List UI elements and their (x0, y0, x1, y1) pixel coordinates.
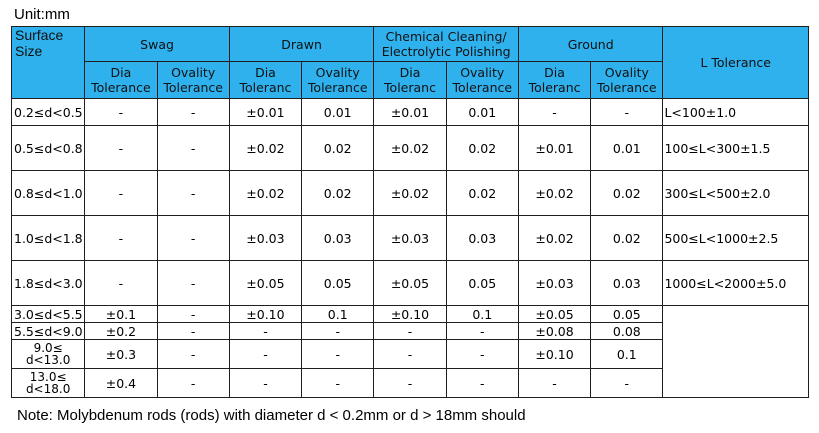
value-cell: ±0.4 (85, 369, 157, 398)
value-cell: 0.02 (591, 216, 663, 261)
value-cell: - (302, 323, 374, 340)
value-cell: - (374, 323, 446, 340)
table-row (12, 261, 809, 306)
value-cell: ±0.10 (229, 306, 301, 323)
value-cell: - (85, 99, 157, 126)
value-cell: - (229, 323, 301, 340)
value-cell: - (85, 261, 157, 306)
size-cell: 9.0≤ d<13.0 (12, 340, 85, 369)
value-cell: - (157, 261, 229, 306)
value-cell: ±0.05 (229, 261, 301, 306)
value-cell: ±0.10 (518, 340, 590, 369)
value-cell: - (157, 306, 229, 323)
value-cell: - (229, 340, 301, 369)
table-row (12, 171, 809, 216)
l-tolerance-empty-cell (663, 306, 809, 398)
chemical-cleaning-header: Chemical Cleaning/ Electrolytic Polishing (374, 27, 519, 62)
value-cell: 0.03 (302, 216, 374, 261)
value-cell: - (85, 216, 157, 261)
size-cell: 0.2≤d<0.5 (12, 99, 85, 126)
value-cell: - (302, 340, 374, 369)
table-row (12, 99, 809, 126)
value-cell: ±0.1 (85, 306, 157, 323)
value-cell: 0.1 (446, 306, 518, 323)
footnote: Note: Molybdenum rods (rods) with diameter d < 0.2mm or d > 18mm should (17, 407, 526, 424)
value-cell: 0.01 (591, 126, 663, 171)
table-row (12, 306, 809, 323)
value-cell: ±0.03 (374, 216, 446, 261)
value-cell: 0.05 (302, 261, 374, 306)
value-cell: - (85, 126, 157, 171)
sub-header-0: Dia Tolerance (85, 62, 157, 99)
value-cell: 0.02 (591, 171, 663, 216)
value-cell: 0.01 (302, 99, 374, 126)
table-row (12, 216, 809, 261)
value-cell: ±0.10 (374, 306, 446, 323)
value-cell: ±0.05 (374, 261, 446, 306)
value-cell: ±0.2 (85, 323, 157, 340)
value-cell: 0.02 (446, 126, 518, 171)
value-cell: - (157, 126, 229, 171)
value-cell: 0.08 (591, 323, 663, 340)
l-tolerance-cell: 300≤L<500±2.0 (663, 171, 809, 216)
size-cell: 0.5≤d<0.8 (12, 126, 85, 171)
value-cell: - (518, 369, 590, 398)
value-cell: - (374, 369, 446, 398)
value-cell: - (518, 99, 590, 126)
value-cell: - (157, 369, 229, 398)
value-cell: 0.01 (446, 99, 518, 126)
size-cell: 13.0≤ d<18.0 (12, 369, 85, 398)
value-cell: ±0.05 (518, 306, 590, 323)
size-cell: 5.5≤d<9.0 (12, 323, 85, 340)
value-cell: ±0.02 (518, 216, 590, 261)
value-cell: ±0.01 (518, 126, 590, 171)
value-cell: ±0.02 (518, 171, 590, 216)
value-cell: - (229, 369, 301, 398)
size-cell: 0.8≤d<1.0 (12, 171, 85, 216)
value-cell: ±0.01 (374, 99, 446, 126)
sub-header-1: Ovality Tolerance (157, 62, 229, 99)
l-tolerance-cell: 500≤L<1000±2.5 (663, 216, 809, 261)
l-tolerance-cell: L<100±1.0 (663, 99, 809, 126)
value-cell: - (85, 171, 157, 216)
value-cell: - (157, 171, 229, 216)
value-cell: 0.02 (446, 171, 518, 216)
value-cell: 0.05 (591, 306, 663, 323)
sub-header-7: Ovality Tolerance (591, 62, 663, 99)
value-cell: - (374, 340, 446, 369)
value-cell: 0.03 (591, 261, 663, 306)
value-cell: - (446, 323, 518, 340)
sub-header-5: Ovality Tolerance (446, 62, 518, 99)
value-cell: ±0.08 (518, 323, 590, 340)
value-cell: - (591, 369, 663, 398)
size-cell: 1.8≤d<3.0 (12, 261, 85, 306)
value-cell: 0.02 (302, 126, 374, 171)
l-tolerance-cell: 100≤L<300±1.5 (663, 126, 809, 171)
value-cell: - (302, 369, 374, 398)
tolerance-table (11, 26, 809, 398)
l-tolerance-header: L Tolerance (663, 27, 809, 99)
value-cell: ±0.02 (229, 171, 301, 216)
surface-size-header: Surface Size (12, 27, 85, 99)
value-cell: ±0.03 (229, 216, 301, 261)
value-cell: ±0.02 (229, 126, 301, 171)
sub-header-6: Dia Toleranc (518, 62, 590, 99)
value-cell: - (157, 216, 229, 261)
value-cell: - (446, 369, 518, 398)
size-cell: 3.0≤d<5.5 (12, 306, 85, 323)
value-cell: - (157, 340, 229, 369)
value-cell: 0.1 (591, 340, 663, 369)
drawn-header: Drawn (229, 27, 374, 62)
sub-header-3: Ovality Tolerance (302, 62, 374, 99)
value-cell: ±0.01 (229, 99, 301, 126)
value-cell: - (591, 99, 663, 126)
value-cell: ±0.3 (85, 340, 157, 369)
value-cell: 0.02 (302, 171, 374, 216)
value-cell: ±0.02 (374, 171, 446, 216)
unit-label: Unit:mm (14, 6, 70, 23)
value-cell: 0.1 (302, 306, 374, 323)
value-cell: ±0.02 (374, 126, 446, 171)
sub-header-2: Dia Toleranc (229, 62, 301, 99)
value-cell: - (446, 340, 518, 369)
swag-header: Swag (85, 27, 230, 62)
value-cell: 0.03 (446, 216, 518, 261)
value-cell: - (157, 99, 229, 126)
value-cell: - (157, 323, 229, 340)
value-cell: 0.05 (446, 261, 518, 306)
value-cell: ±0.03 (518, 261, 590, 306)
ground-header: Ground (518, 27, 663, 62)
table-row (12, 126, 809, 171)
l-tolerance-cell: 1000≤L<2000±5.0 (663, 261, 809, 306)
sub-header-4: Dia Toleranc (374, 62, 446, 99)
size-cell: 1.0≤d<1.8 (12, 216, 85, 261)
